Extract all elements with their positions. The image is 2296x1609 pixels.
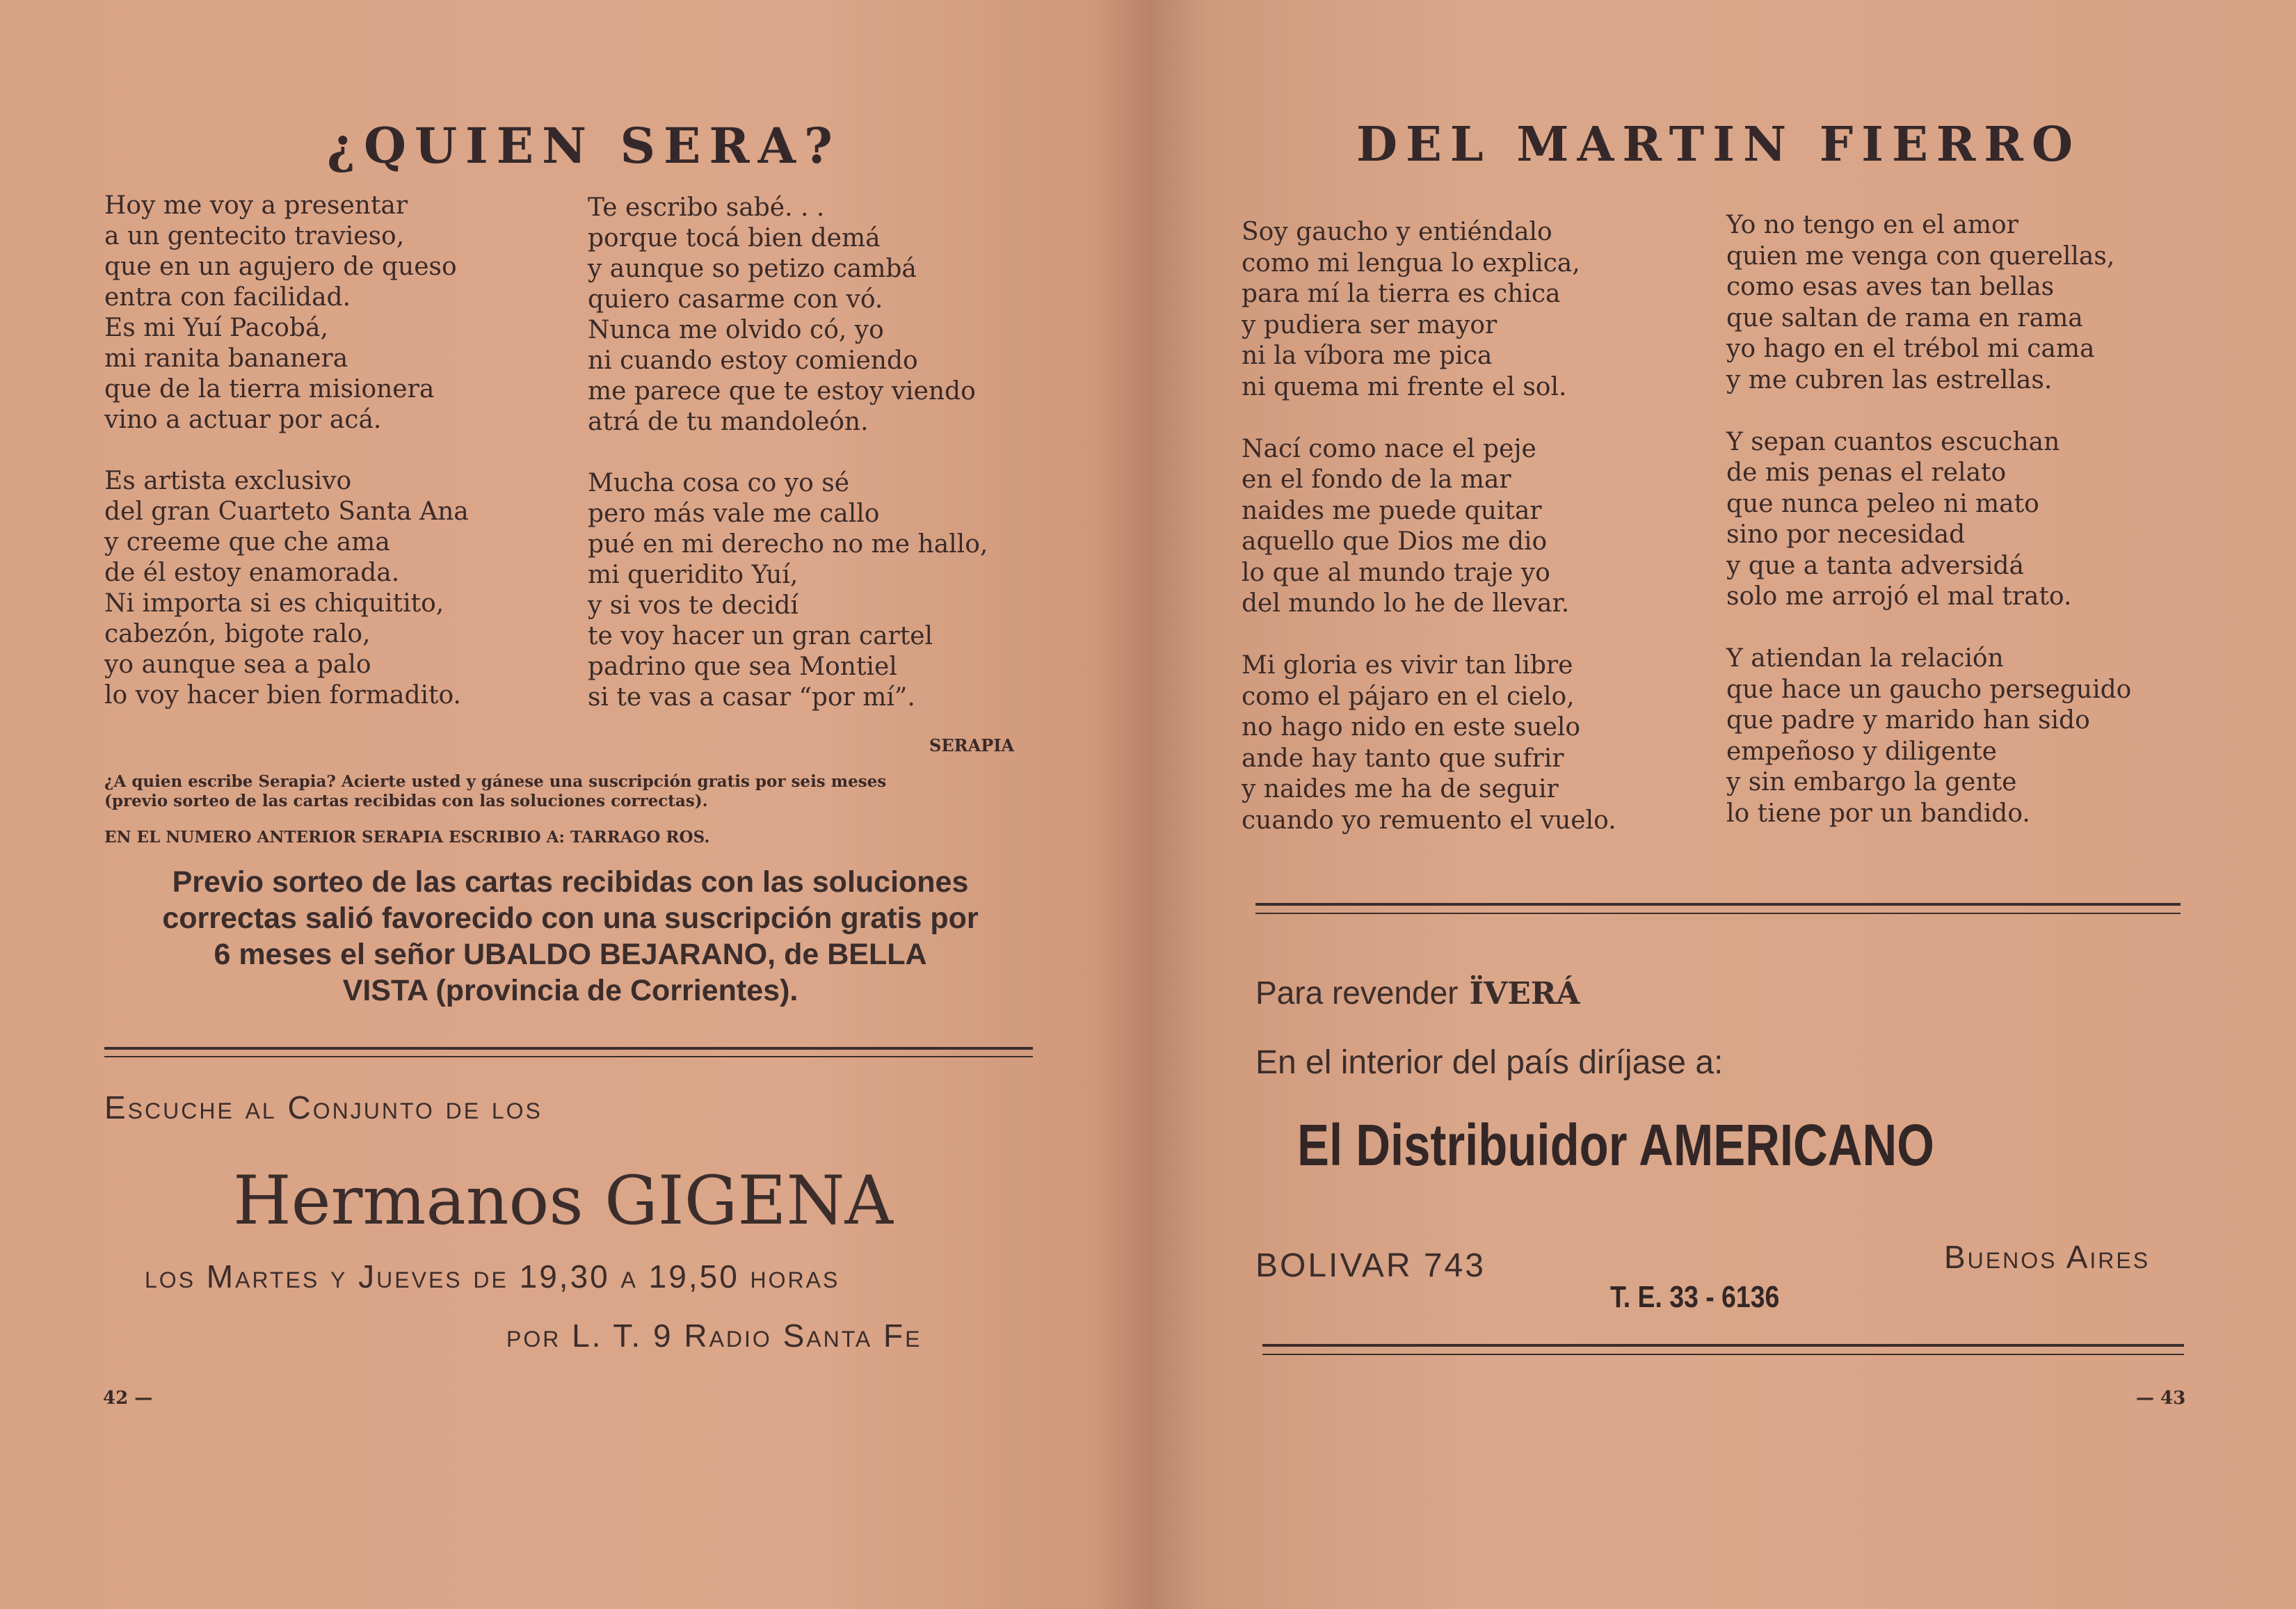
- ad-intro: Escuche al Conjunto de los: [104, 1089, 543, 1126]
- contest-text: ¿A quien escribe Serapia? Acierte usted y gánese una suscripción gratis por seis meses (previo sorteo de las cartas recibidas con las soluciones correctas).: [104, 772, 887, 810]
- left-page-title: ¿QUIEN SERA?: [327, 117, 841, 175]
- right-page-number: — 43: [2136, 1388, 2186, 1409]
- magazine-name: ÏVERÁ: [1469, 976, 1580, 1011]
- resell-label: Para revender: [1255, 975, 1459, 1011]
- right-page: [1151, 0, 2296, 1609]
- distributor-address: BOLIVAR 743: [1255, 1247, 1486, 1284]
- previous-issue-note: EN EL NUMERO ANTERIOR SERAPIA ESCRIBIO A: TARRAGO ROS.: [104, 828, 710, 847]
- interior-instruction: En el interior del país diríjase a:: [1255, 1044, 1724, 1081]
- winner-announcement: Previo sorteo de las cartas recibidas con las soluciones correctas salió favorecido con una suscripción gratis por 6 meses el señor UBALDO BEJARANO, de BELLA VISTA (provincia de Corrientes).: [162, 865, 979, 1007]
- right-divider-top: [1255, 903, 2181, 906]
- martin-fierro-poem-column-1: Soy gaucho y entiéndalo como mi lengua lo explica, para mí la tierra es chica y pudiera ser mayor ni la víbora me pica ni quema mi frente el sol. Nací como nace el peje en el fondo de la mar naides me puede quitar aquello que Dios me dio lo que al mundo traje yo del mundo lo he de llevar. Mi gloria es vivir tan libre como el pájaro en el cielo, no hago nido en este suelo ande hay tanto que sufrir y naides me ha de seguir cuando yo remuento el vuelo.: [1242, 218, 1616, 835]
- martin-fierro-poem-column-2: Yo no tengo en el amor quien me venga con querellas, como esas aves tan bellas que saltan de rama en rama yo hago en el trébol mi cama y me cubren las estrellas. Y sepan cuantos escuchan de mis penas el relato que nunca peleo ni mato sino por necesidad y que a tanta adversidá solo me arrojó el mal trato. Y atiendan la relación que hace un gaucho perseguido que padre y marido han sido empeñoso y diligente y sin embargo la gente lo tiene por un bandido.: [1726, 211, 2132, 828]
- quien-sera-poem-column-2: Te escribo sabé. . . porque tocá bien demá y aunque so petizo cambá quiero casarme con vó. Nunca me olvido có, yo ni cuando estoy comiendo me parece que te estoy viendo atrá de tu mandoleón. Mucha cosa co yo sé pero más vale me callo pué en mi derecho no me hallo, mi queridito Yuí, y si vos te decidí te voy hacer un gran cartel padrino que sea Montiel si te vas a casar “por mí”.: [588, 193, 988, 712]
- ad-station: por L. T. 9 Radio Santa Fe: [506, 1318, 922, 1354]
- left-divider-top: [104, 1047, 1033, 1050]
- resell-line: [1255, 974, 1580, 1011]
- ad-band-name: Hermanos GIGENA: [233, 1162, 893, 1240]
- quien-sera-poem-column-1: Hoy me voy a presentar a un gentecito travieso, que en un agujero de queso entra con facilidad. Es mi Yuí Pacobá, mi ranita bananera que de la tierra misionera vino a actuar por acá. Es artista exclusivo del gran Cuarteto Santa Ana y creeme que che ama de él estoy enamorada. Ni importa si es chiquitito, cabezón, bigote ralo, yo aunque sea a palo lo voy hacer bien formadito.: [104, 191, 469, 710]
- poem-signature: SERAPIA: [929, 735, 1015, 755]
- right-page-title: DEL MARTIN FIERRO: [1356, 117, 2082, 173]
- distributor-city: Buenos Aires: [1944, 1239, 2151, 1275]
- right-bottom-divider-top: [1262, 1344, 2184, 1347]
- ad-schedule: los Martes y Jueves de 19,30 a 19,50 horas: [145, 1258, 840, 1295]
- left-divider-bottom: [104, 1056, 1033, 1057]
- right-divider-bottom: [1255, 913, 2181, 914]
- right-bottom-divider-bottom: [1262, 1354, 2184, 1355]
- left-page-number: 42 —: [103, 1388, 153, 1409]
- distributor-name: El Distribuidor AMERICANO: [1297, 1112, 1934, 1178]
- distributor-phone: T. E. 33 - 6136: [1610, 1280, 1780, 1314]
